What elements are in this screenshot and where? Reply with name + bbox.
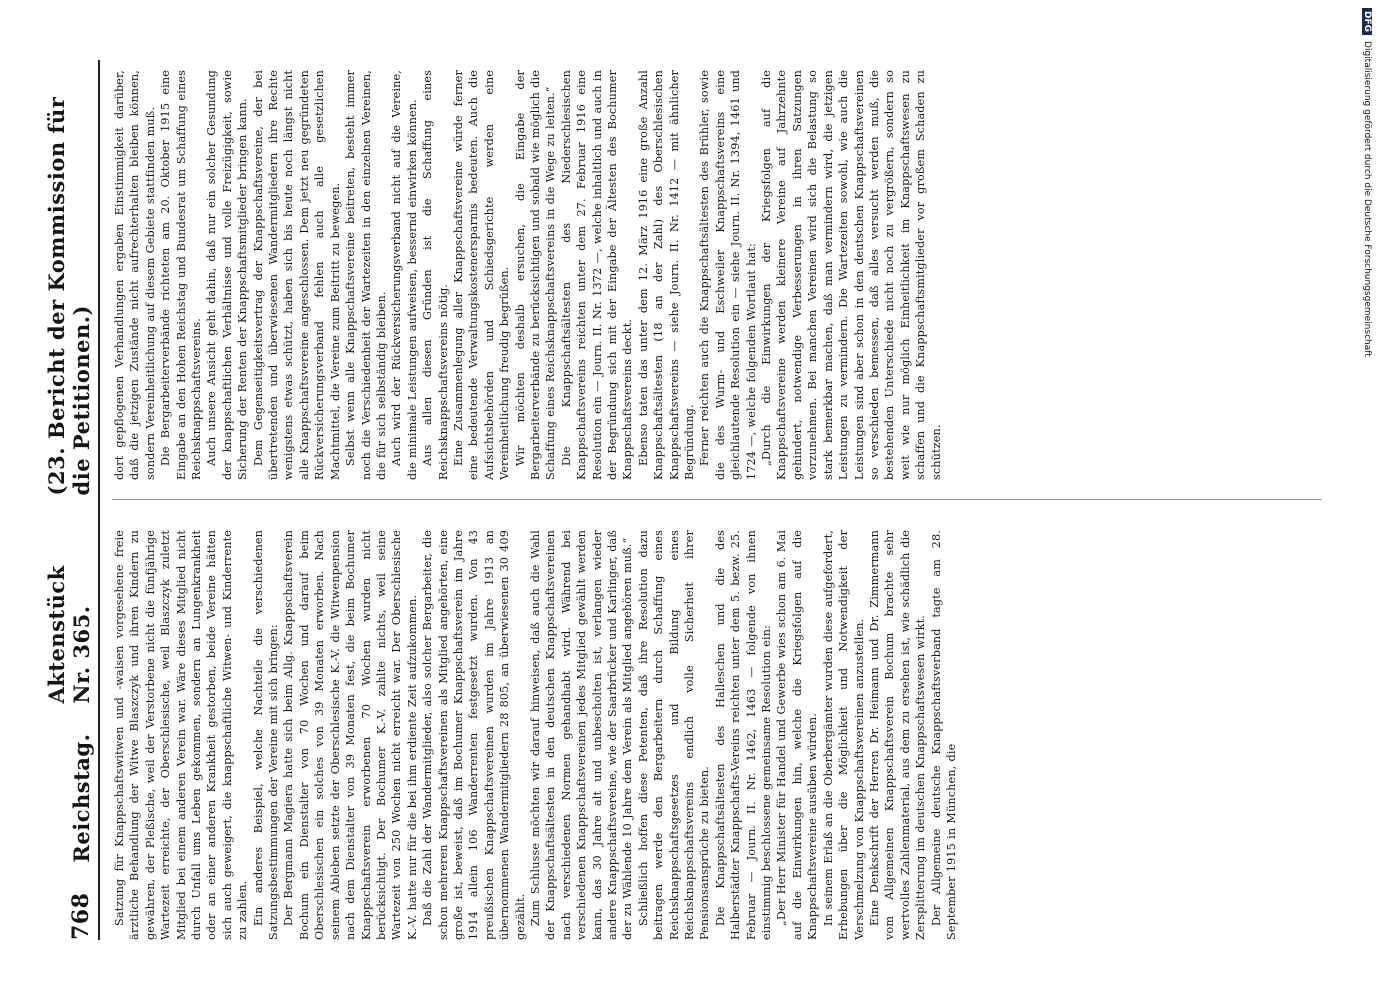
page-number: 768 <box>68 892 94 940</box>
paragraph: dort gepflogenen Verhandlungen ergaben Einstimmigkeit darüber, daß die jetzigen Zustände nicht aufrechterhalten bleiben können, sondern Vereinheitlichung auf diesem Gebiete stattfinden muß. <box>113 70 157 480</box>
paragraph: Wir möchten deshalb ersuchen, die Eingabe der Bergarbeiterverbände zu berücksichtigen und sobald wie möglich die Schaffung eines Reichsknappschaftsvereins in die Wege zu leiten.“ <box>513 70 558 480</box>
paragraph: Auch wird der Rückversicherungsverband nicht auf die Vereine, die minimale Leistungen aufweisen, bessernd einwirken können. <box>390 70 419 480</box>
text-column-left <box>112 530 1342 940</box>
paragraph: „Der Herr Minister für Handel und Gewerbe wies schon am 6. Mai auf die Einwirkungen hin, welche die Kriegsfolgen auf die Knappschaftsvereine ausüben würden. <box>775 530 820 940</box>
digitization-credit <box>1361 8 1372 768</box>
paragraph: In seinem Erlaß an die Oberbergämter wurden diese aufgefordert, Erhebungen über die Möglichkeit und Notwendigkeit der Verschmelzung von Knappschaftsvereinen anzustellen. <box>821 530 866 940</box>
document-number: Aktenstück Nr. 365. <box>44 565 94 704</box>
paragraph: Der Bergmann Magiera hatte sich beim Allg. Knappschaftsverein Bochum ein Dienstalter von 70 Wochen und darauf beim Oberschlesischen ein solches von 39 Monaten erworben. Nach seinem Ableben setzte der Oberschlesische K.-V. die Witwenpension nach dem Dienstalter von 39 Monaten fest, die beim Bochumer Knappschaftsverein erworbenen 70 Wochen wurden nicht berücksichtigt. Der Bochumer K.-V. zahlte nichts, weil seine Wartezeit von 250 Wochen nicht erreicht war. Der Oberschlesische K.-V. hatte nur für die bei ihm erdiente Zeit aufzukommen. <box>282 530 419 940</box>
paragraph: Ferner reichten auch die Knappschaftsältesten des Brühler, sowie die des Wurm- und Eschweiler Knappschaftsvereins eine gleichlautende Resolution ein — siehe Journ. II. Nr. 1394, 1461 und 1724 —, welche folgenden Wortlaut hat: <box>698 70 758 480</box>
page-header <box>44 60 100 940</box>
paragraph: Zum Schlusse möchten wir darauf hinweisen, daß auch die Wahl der Knappschaftsältesten in den deutschen Knappschaftsvereinen nach verschiedenen Normen gehandhabt wird. Während bei verschiedenen Knappschaftsvereinen jedes Mitglied gewählt werden kann, das 30 Jahre alt und unbescholten ist, verlangen wieder andere Knappschaftsvereine, wie der Saarbrücker und Karlinger, daß der zu Wählende 10 Jahre dem Verein als Mitglied angehören muß.“ <box>528 530 635 940</box>
dfg-logo: DFG <box>1362 8 1372 35</box>
paragraph: Aus allen diesen Gründen ist die Schaffung eines Reichsknappschaftsvereins nötig. <box>421 70 450 480</box>
publication-name: Reichstag. <box>69 733 94 863</box>
paragraph: Selbst wenn alle Knappschaftsvereine beitreten, besteht immer noch die Verschiedenheit der Wartezeiten in den einzelnen Vereinen, die für sich selbständig bleiben. <box>344 70 388 480</box>
paragraph: Schließlich hoffen diese Petenten, daß ihre Resolution dazu beitragen werde den Bergarbeitern durch Schaffung eines Reichsknappschaftsgesetzes und Bildung eines Reichsknappschaftsvereins endlich volle Sicherheit ihrer Pensionsansprüche zu bieten. <box>636 530 712 940</box>
credit-text: Digitalisierung gefördert durch die Deutsche Forschungsgemeinschaft <box>1362 41 1372 357</box>
paragraph: Ein anderes Beispiel, welche Nachteile die verschiedenen Satzungsbestimmungen der Vereine mit sich bringen: <box>251 530 281 940</box>
paragraph: Der Allgemeine deutsche Knappschaftsverband tagte am 28. September 1915 in München, die <box>929 530 958 940</box>
paragraph: Eine Zusammenlegung aller Knappschaftsvereine würde ferner eine bedeutende Verwaltungskostenersparnis bedeuten. Auch die Aufsichtsbehörden und Schiedsgerichte werden eine Vereinheitlichung freudig begrüßen. <box>451 70 512 480</box>
paragraph: Dem Gegenseitigkeitsvertrag der Knappschaftsvereine, der bei übertretenden und überwiesenen Wandermitgliedern ihre Rechte wenigstens etwas schützt, haben sich bis heute noch längst nicht alle Knappschaftsvereine angeschlossen. Dem jetzt neu gegründeten Rückversicherungsverband fehlen auch alle gesetzlichen Machtmittel, die Vereine zum Beitritt zu bewegen. <box>251 70 342 480</box>
paragraph: Auch unsere Ansicht geht dahin, daß nur ein solcher Gesundung der knappschaftlichen Verhältnisse und volle Freizügigkeit, sowie Sicherung der Renten der Knappschaftsmitglieder bringen kann. <box>205 70 250 480</box>
paragraph: Die Bergarbeiterverbände richteten am 20. Oktober 1915 eine Eingabe an den Hohen Reichstag und Bundesrat um Schaffung eines Reichsknappschaftsvereins. <box>159 70 204 480</box>
section-title: (23. Bericht der Kommission für die Petitionen.) <box>44 96 94 496</box>
column-divider <box>112 499 1322 500</box>
paragraph: Eine Denkschrift der Herren Dr. Heimann und Dr. Zimmermann vom Allgemeinen Knappschaftsverein Bochum brachte sehr wertvolles Zahlenmaterial, aus dem zu ersehen ist, wie schädlich die Zersplitterung im deutschen Knappschaftswesen wirkt. <box>867 530 928 940</box>
rotated-page <box>44 60 1346 940</box>
paragraph: Satzung für Knappschaftswitwen und -waisen vorgesehene freie ärztliche Behandlung der Witwe Blaszczyk und ihren Kindern zu gewähren, der Pleßische, weil der Verstorbene nicht die fünfjährige Wartezeit erreichte, der Oberschlesische, weil Blaszczyk zuletzt Mitglied bei einem anderen Verein war. Wäre dieses Mitglied nicht durch Unfall ums Leben gekommen, sondern an Lungenkrankheit oder an einer anderen Krankheit gestorben, beide Vereine hätten sich auch geweigert, die knappschaftliche Witwen- und Kinderrente zu zahlen. <box>113 530 250 940</box>
text-column-right <box>112 70 1342 480</box>
paragraph: Daß die Zahl der Wandermitglieder, also solcher Bergarbeiter, die schon mehreren Knappschaftsvereinen als Mitglied angehörten, eine große ist, beweist, daß im Bochumer Knappschaftsverein im Jahre 1914 allein 106 Wanderrenten festgesetzt wurden. Von 43 preußischen Knappschaftsvereinen wurden im Jahre 1913 an übernommenen Wandermitgliedern 28 805, an überwiesenen 30 409 gezählt. <box>421 530 527 940</box>
paragraph: Die Knappschaftsältesten des Halleschen und die des Halberstädter Knappschafts-Vereins reichten unter dem 5. bezw. 25. Februar — Journ. II. Nr. 1462, 1463 — folgende von ihnen einstimmig beschlossene gemeinsame Resolution ein: <box>713 530 774 940</box>
paragraph: Die Knappschaftsältesten des Niederschlesischen Knappschaftsvereins reichten unter dem 27. Februar 1916 eine Resolution ein — Journ. II. Nr. 1372 —, welche inhaltlich und auch in der Begründung sich mit der Eingabe der Ältesten des Bochumer Knappschaftsvereins deckt. <box>559 70 635 480</box>
paragraph: „Durch die Einwirkungen der Kriegsfolgen auf die Knappschaftsvereine werden kleinere Vereine auf Jahrzehnte gehindert, notwendige Verbesserungen in ihren Satzungen vorzunehmen. Bei manchen Vereinen wird sich die Belastung so stark bemerkbar machen, daß man vermindern wird, die jetzigen Leistungen zu vermindern. Die Wartezeiten sowohl, wie auch die Leistungen sind aber schon in den deutschen Knappschaftsvereinen so verschieden bemessen, daß alles versucht werden muß, die bestehenden Unterschiede nicht noch zu vergrößern, sondern so weit wie nur möglich Einheitlichkeit im Knappschaftswesen zu schaffen und die Knappschaftsmitglieder vor großem Schaden zu schützen. <box>760 70 943 480</box>
paragraph: Ebenso taten das unter dem 12. März 1916 eine große Anzahl Knappschaftsältesten (18 an der Zahl) des Oberschlesischen Knappschaftsvereins — siehe Journ. II. Nr. 1412 — mit ähnlicher Begründung. <box>636 70 697 480</box>
